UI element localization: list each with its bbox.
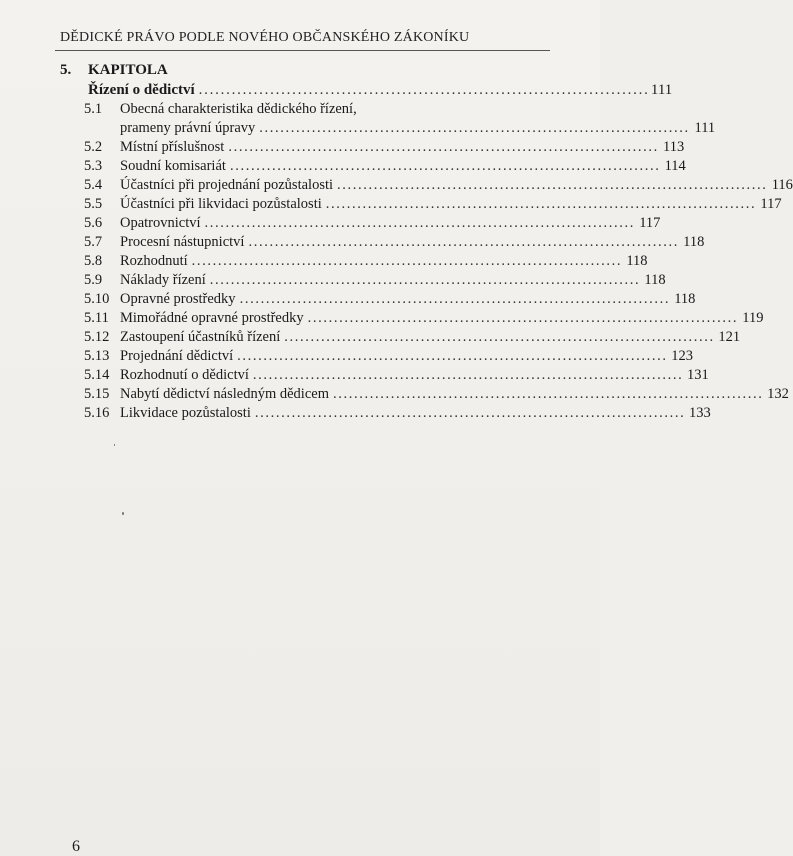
toc-entry [84,328,741,347]
entry-title: Rozhodnutí [120,253,188,269]
entry-page: 118 [644,272,666,288]
entry-number: 5.8 [84,253,103,269]
leader-dots [199,82,647,99]
entry-number: 5.12 [84,329,110,345]
entry-number: 5.13 [84,348,110,364]
entry-number: 5.9 [84,272,103,288]
entry-page: 117 [760,196,782,212]
entry-number: 5.1 [84,101,103,117]
leader-dots [192,252,620,271]
entry-page: 133 [689,405,711,421]
entry-title: Mimořádné opravné prostředky [120,310,304,326]
entry-title: Místní příslušnost [120,139,225,155]
section-page: 111 [650,82,673,98]
entry-title: Zastoupení účastníků řízení [120,329,281,345]
leader-dots [240,290,668,309]
entry-page: 132 [767,386,789,402]
leader-dots [237,347,665,366]
leader-dots [326,195,754,214]
entry-number: 5.2 [84,139,103,155]
entry-title: Účastníci při likvidaci pozůstalosti [120,196,322,212]
toc-entry [84,157,686,176]
toc-entry [84,366,709,385]
toc-entry [84,176,793,195]
entry-number: 5.14 [84,367,110,383]
leader-dots [337,176,765,195]
leader-dots [308,309,736,328]
toc-entry [84,195,782,214]
entry-title: Projednání dědictví [120,348,234,364]
entry-page: 116 [771,177,793,193]
entry-title: Účastníci při projednání pozůstalosti [120,177,334,193]
leader-dots [230,157,658,176]
chapter-heading [60,62,560,79]
toc-entry [84,252,648,271]
toc-entry [84,309,764,328]
entry-page: 117 [639,215,661,231]
leader-dots [205,214,633,233]
leader-dots [255,404,683,423]
entry-title: Rozhodnutí o dědictví [120,367,249,383]
chapter-number: 5. [60,62,72,78]
entry-page: 118 [674,291,696,307]
entry-title: Soudní komisariát [120,158,226,174]
leader-dots [284,328,712,347]
toc-entry [84,290,696,309]
entry-page: 121 [718,329,741,345]
entry-page: 118 [683,234,705,250]
entry-title: Nabytí dědictví následným dědicem [120,386,329,402]
leader-dots [259,119,687,138]
entry-title: Opravné prostředky [120,291,236,307]
toc-entries [84,100,793,423]
header-rule [55,50,550,51]
entry-title: Obecná charakteristika dědického řízení, [120,101,357,117]
entry-number: 5.6 [84,215,103,231]
toc-entry [84,347,694,366]
toc-entry [84,100,716,138]
entry-number: 5.15 [84,386,110,402]
entry-page: 113 [663,139,685,155]
entry-title: Likvidace pozůstalosti [120,405,251,421]
entry-page: 123 [671,348,694,364]
page-number: 6 [72,838,80,855]
running-head: DĚDICKÉ PRÁVO PODLE NOVÉHO OBČANSKÉHO ZÁKONÍKU [60,30,470,45]
toc-entry [84,233,705,252]
entry-page: 114 [664,158,686,174]
toc-entry [84,138,685,157]
toc-entry [84,385,789,404]
entry-title: Náklady řízení [120,272,206,288]
leader-dots [248,233,676,252]
toc-entry [84,271,666,290]
entry-title: prameny právní úpravy [120,120,256,136]
toc-entry [84,214,661,233]
paper-speck [114,444,115,446]
entry-number: 5.16 [84,405,110,421]
chapter-label: KAPITOLA [88,62,168,78]
leader-dots [333,385,761,404]
leader-dots [228,138,656,157]
leader-dots [210,271,638,290]
entry-title: Opatrovnictví [120,215,201,231]
entry-page: 118 [626,253,648,269]
entry-title: Procesní nástupnictví [120,234,245,250]
entry-number: 5.11 [84,310,109,326]
entry-number: 5.3 [84,158,103,174]
entry-number: 5.7 [84,234,103,250]
toc-section [88,82,673,99]
leader-dots [253,366,681,385]
entry-number: 5.4 [84,177,103,193]
paper-speck [122,512,124,515]
toc-entry [84,404,711,423]
entry-page: 111 [694,120,716,136]
entry-page: 119 [742,310,764,326]
section-title: Řízení o dědictví [88,82,195,98]
entry-number: 5.5 [84,196,103,212]
entry-page: 131 [687,367,709,383]
entry-number: 5.10 [84,291,110,307]
